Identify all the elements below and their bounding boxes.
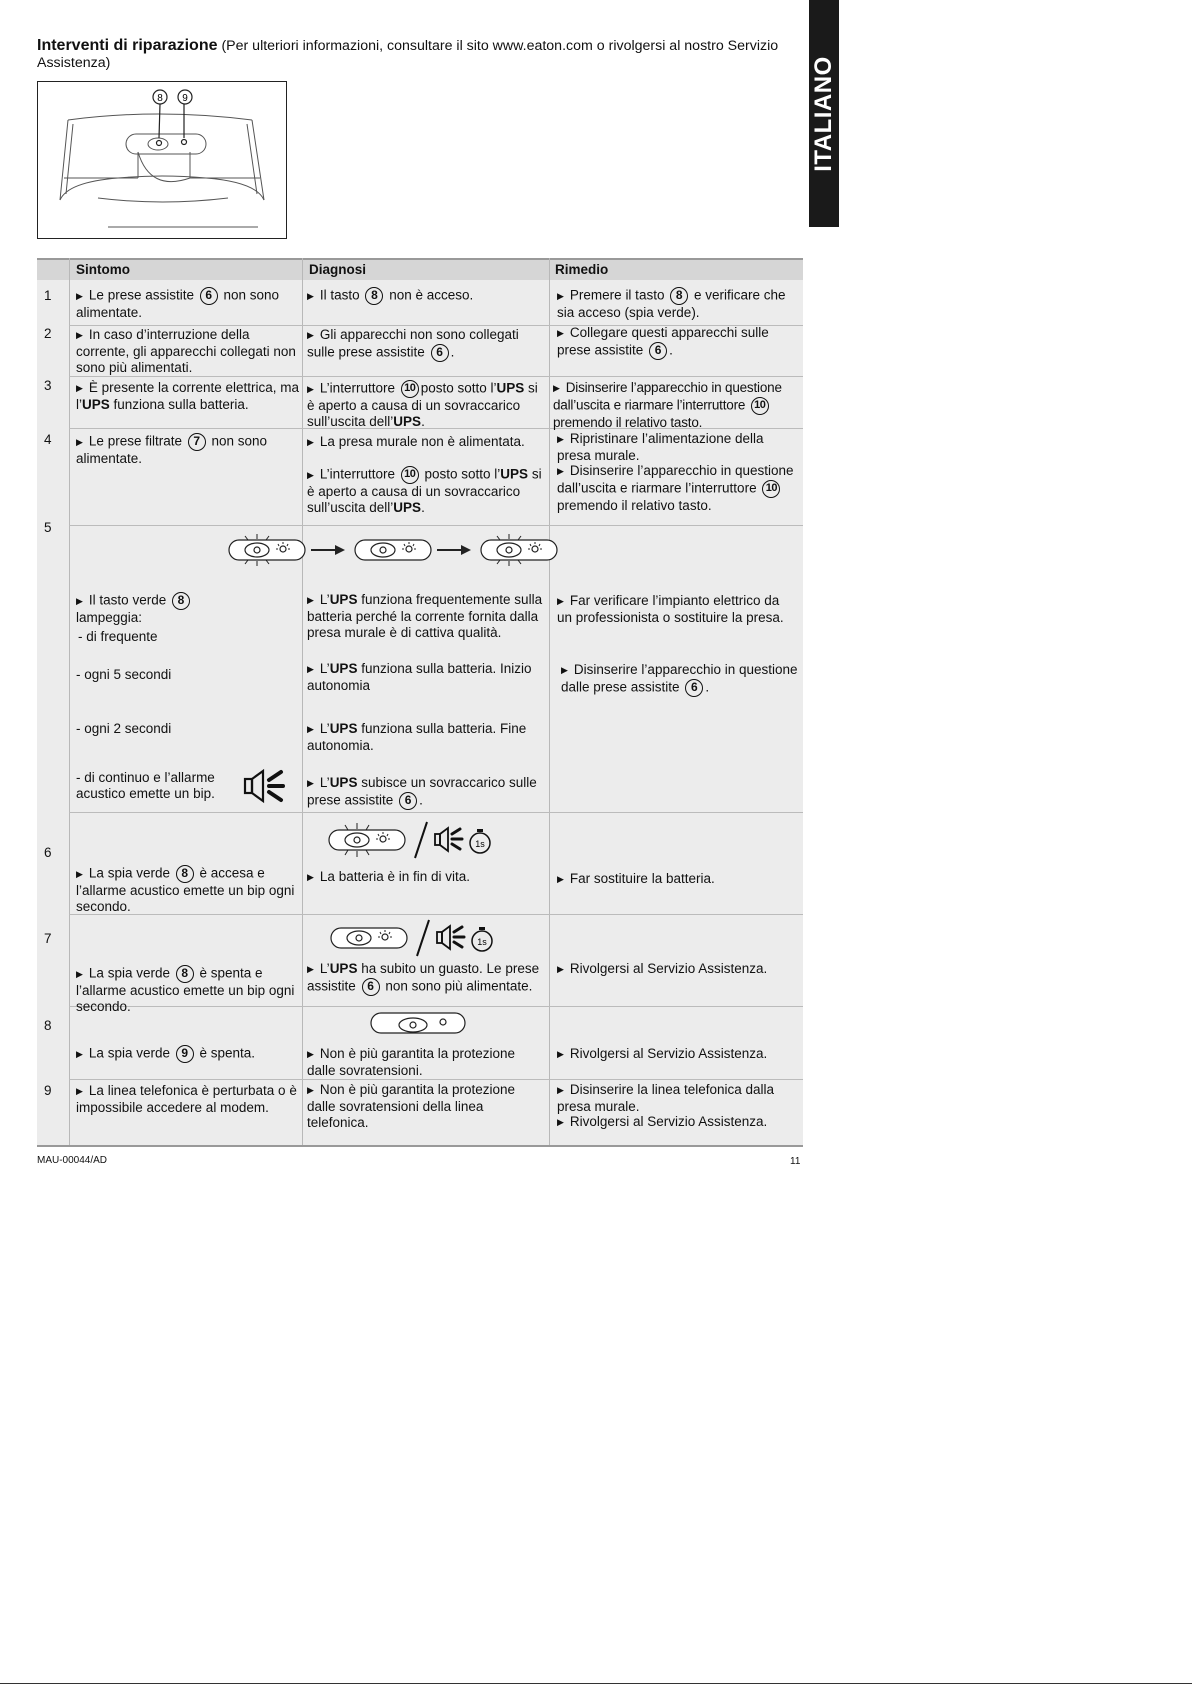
row8-rimedio: ▶ Rivolgersi al Servizio Assistenza. (557, 1046, 768, 1061)
row1-rimedio: ▶ Premere il tasto 8 e verificare che sia acceso (spia verde). (557, 287, 786, 320)
table-header (37, 258, 803, 280)
ups-fault-illustration (329, 918, 549, 958)
callout-8: 8 (157, 93, 163, 104)
row8-sintomo: ▶ La spia verde 9 è spenta. (76, 1045, 298, 1063)
row7-rimedio: ▶ Rivolgersi al Servizio Assistenza. (557, 961, 768, 976)
row-divider (69, 812, 803, 813)
surge-led-off-illustration (369, 1010, 469, 1036)
page-subtitle: (Per ulteriori informazioni, consultare il sito www.eaton.com o rivolgersi al nostro Servizio Assistenza) (37, 38, 779, 71)
language-tab-label: ITALIANO (810, 55, 837, 172)
column-divider (69, 258, 70, 1145)
header-rimedio: Rimedio (555, 262, 609, 277)
row5-diagnosi-a: ▶ L’UPS funziona frequentemente sulla batteria perché la corrente fornita dalla presa murale è di cattiva qualità. (307, 592, 543, 640)
row-number: 1 (44, 288, 52, 303)
row-number: 8 (44, 1018, 52, 1033)
ups-front-panel-drawing (38, 82, 286, 238)
page-title: Interventi di riparazione (37, 37, 218, 54)
row7-sintomo: ▶ La spia verde 8 è spenta e l’allarme acustico emette un bip ogni secondo. (76, 965, 295, 1014)
row5-sintomo-c: - ogni 2 secondi (76, 721, 172, 736)
row5-sintomo-a: - di frequente (78, 629, 158, 644)
row5-rimedio-b: ▶ Disinserire l’apparecchio in questione dalle prese assistite 6 . (561, 662, 801, 697)
callout-9: 9 (182, 93, 188, 104)
row-number: 9 (44, 1083, 52, 1098)
row2-sintomo: ▶ In caso d’interruzione della corrente, gli apparecchi collegati non sono più alimentati. (76, 327, 296, 375)
language-tab (809, 0, 839, 227)
battery-end-illustration (327, 820, 547, 860)
row5-diagnosi-b: ▶ L’UPS funziona sulla batteria. Inizio autonomia (307, 661, 532, 693)
row1-sintomo: ▶ Le prese assistite 6 non sono alimentate. (76, 287, 280, 320)
row-number: 3 (44, 378, 52, 393)
speaker-icon (243, 768, 295, 804)
row5-sintomo-intro: ▶ Il tasto verde 8 lampeggia: (76, 592, 298, 626)
row-divider (69, 376, 803, 377)
troubleshooting-table (37, 258, 803, 1147)
ups-front-panel-figure (37, 81, 287, 239)
row-number: 2 (44, 326, 52, 341)
row5-diagnosi-c: ▶ L’UPS funziona sulla batteria. Fine autonomia. (307, 721, 527, 753)
row1-diagnosi: ▶ Il tasto 8 non è acceso. (307, 287, 545, 305)
row2-diagnosi: ▶ Gli apparecchi non sono collegati sulle prese assistite 6 . (307, 327, 545, 362)
row9-rimedio-1: ▶ Disinserire la linea telefonica dalla presa murale. (557, 1082, 775, 1114)
row9-diagnosi: ▶ Non è più garantita la protezione dalle sovratensioni della linea telefonica. (307, 1082, 516, 1130)
row5-rimedio-a: ▶ Far verificare l’impianto elettrico da un professionista o sostituire la presa. (557, 593, 784, 625)
led-blink-sequence-illustration (227, 532, 607, 568)
page-edge-line (0, 1683, 1192, 1684)
row5-sintomo-d: - di continuo e l’allarme acustico emette un bip. (76, 770, 215, 801)
row6-diagnosi: ▶ La batteria è in fin di vita. (307, 869, 471, 884)
row8-diagnosi: ▶ Non è più garantita la protezione dalle sovratensioni. (307, 1046, 516, 1078)
row3-diagnosi: ▶ L’interruttore 10 posto sotto l’UPS si è aperto a causa di un sovraccarico sull’uscita dell’UPS. (307, 380, 538, 429)
row4-sintomo: ▶ Le prese filtrate 7 non sono alimentate. (76, 433, 268, 466)
row4-rimedio-2: ▶ Disinserire l’apparecchio in questione dall’uscita e riarmare l’interruttore 10 premendo il relativo tasto. (557, 463, 794, 513)
document-code: MAU-00044/AD (37, 1155, 108, 1166)
timer-icon-label: 1s (475, 839, 485, 849)
row-number: 4 (44, 432, 52, 447)
row4-diagnosi-1: ▶ La presa murale non è alimentata. (307, 434, 525, 449)
row4-rimedio-1: ▶ Ripristinare l’alimentazione della presa murale. (557, 431, 764, 463)
row3-rimedio: ▶ Disinserire l’apparecchio in questione dall’uscita e riarmare l’interruttore 10 premendo il relativo tasto. (553, 380, 782, 430)
row6-sintomo: ▶ La spia verde 8 è accesa e l’allarme acustico emette un bip ogni secondo. (76, 865, 295, 914)
row5-diagnosi-d: ▶ L’UPS subisce un sovraccarico sulle prese assistite 6 . (307, 775, 545, 810)
header-diagnosi: Diagnosi (309, 262, 367, 277)
row9-sintomo: ▶ La linea telefonica è perturbata o è impossibile accedere al modem. (76, 1083, 297, 1115)
timer-icon-label: 1s (477, 937, 487, 947)
row-divider (69, 1079, 803, 1080)
row7-diagnosi: ▶ L’UPS ha subito un guasto. Le prese assistite 6 non sono più alimentate. (307, 961, 545, 996)
row-divider (69, 525, 803, 526)
header-sintomo: Sintomo (76, 262, 130, 277)
column-divider (549, 258, 550, 1145)
column-divider (302, 258, 303, 1145)
page-header (37, 37, 797, 72)
row5-sintomo-b: - ogni 5 secondi (76, 667, 172, 682)
row3-sintomo: ▶ È presente la corrente elettrica, ma l’UPS funziona sulla batteria. (76, 380, 300, 412)
row2-rimedio: ▶ Collegare questi apparecchi sulle prese assistite 6 . (557, 325, 797, 360)
row-number: 5 (44, 520, 52, 535)
row4-diagnosi-2: ▶ L’interruttore 10 posto sotto l’UPS si è aperto a causa di un sovraccarico sull’uscita dell’UPS. (307, 466, 542, 515)
row-number: 6 (44, 845, 52, 860)
row-number: 7 (44, 931, 52, 946)
row6-rimedio: ▶ Far sostituire la batteria. (557, 871, 715, 886)
row9-rimedio-2: ▶ Rivolgersi al Servizio Assistenza. (557, 1114, 768, 1129)
page-number: 11 (790, 1156, 801, 1167)
